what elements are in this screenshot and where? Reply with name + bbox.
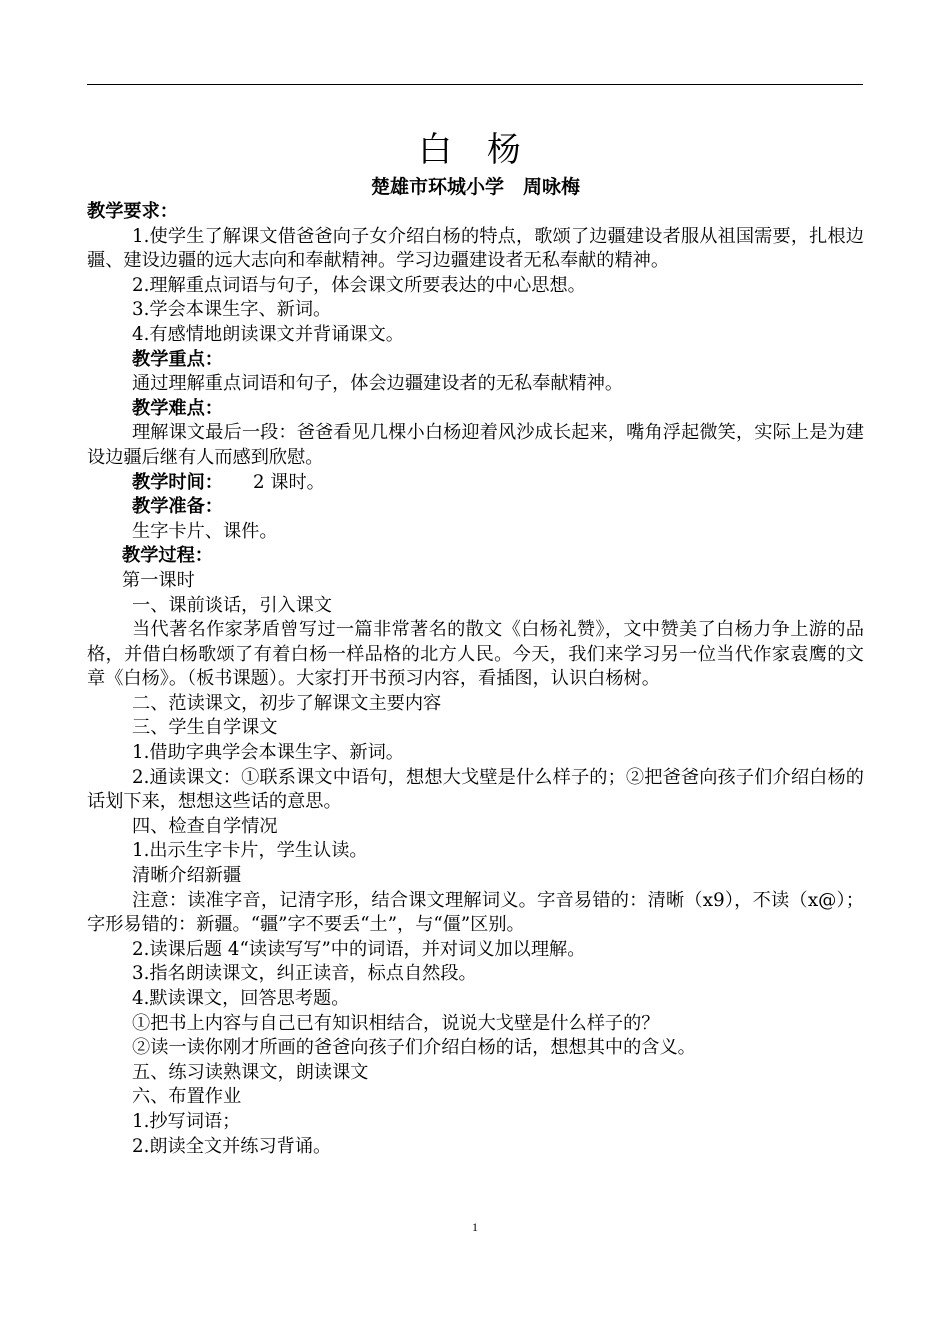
teaching-time-value: 2 课时。 xyxy=(252,471,325,493)
teaching-time-heading: 教学时间： xyxy=(132,471,223,493)
section-4-question-1: ①把书上内容与自己已有知识相结合，说说大戈壁是什么样子的？ xyxy=(132,1012,660,1034)
section-1-text: 当代著名作家茅盾曾写过一篇非常著名的散文《白杨礼赞》，文中赞美了白杨力争上游的品格，并借白杨歌颂了有着白杨一样品格的北方人民。今天，我们来学习另一位当代作家袁鹰的文章《白杨》。（板书课题）。大家打开书预习内容，看插图，认识白杨树。 xyxy=(87,619,864,690)
requirement-1: 1.使学生了解课文借爸爸向子女介绍白杨的特点，歌颂了边疆建设者服从祖国需要，扎根边疆、建设边疆的远大志向和奉献精神。学习边疆建设者无私奉献的精神。 xyxy=(87,225,864,272)
header-rule xyxy=(87,84,863,85)
teaching-time xyxy=(87,471,864,496)
requirement-2: 2.理解重点词语与句子，体会课文所要表达的中心思想。 xyxy=(132,274,586,296)
page-title: 白 杨 xyxy=(418,130,533,170)
section-6-item-1: 1.抄写词语； xyxy=(132,1110,241,1132)
key-points-heading: 教学重点： xyxy=(132,348,223,370)
section-4-item-4: 4.默读课文，回答思考题。 xyxy=(132,988,350,1009)
section-5-heading: 五、练习读熟课文，朗读课文 xyxy=(132,1061,369,1083)
section-4-heading: 四、检查自学情况 xyxy=(132,815,278,837)
section-6-heading: 六、布置作业 xyxy=(132,1086,242,1108)
section-4-item-2: 2.读课后题 4“读读写写”中的词语，并对词义加以理解。 xyxy=(132,938,586,960)
requirements-heading: 教学要求： xyxy=(87,201,178,222)
preparation-text: 生字卡片、课件。 xyxy=(132,520,278,542)
difficulty-heading: 教学难点： xyxy=(132,397,223,419)
section-4-words: 清晰介绍新疆 xyxy=(132,865,242,887)
section-1-heading: 一、课前谈话，引入课文 xyxy=(132,594,333,616)
section-3-item-2: 2.通读课文：①联系课文中语句，想想大戈壁是什么样子的；②把爸爸向孩子们介绍白杨的话划下来，想想这些话的意思。 xyxy=(87,766,864,813)
section-4-item-1: 1.出示生字卡片，学生认读。 xyxy=(132,840,368,862)
section-2-heading: 二、范读课文，初步了解课文主要内容 xyxy=(132,692,442,714)
section-4-item-3: 3.指名朗读课文，纠正读音，标点自然段。 xyxy=(132,963,477,985)
key-points-text: 通过理解重点词语和句子，体会边疆建设者的无私奉献精神。 xyxy=(132,373,624,395)
section-3-item-1: 1.借助字典学会本课生字、新词。 xyxy=(132,742,404,764)
preparation-heading: 教学准备： xyxy=(132,496,223,518)
section-4-note: 注意：读准字音，记清字形，结合课文理解词义。字音易错的：清晰（x9），不读（x@）；字形易错的：新疆。“疆”字不要丢“土”，与“僵”区别。 xyxy=(87,889,864,936)
section-3-heading: 三、学生自学课文 xyxy=(132,717,278,739)
difficulty-text: 理解课文最后一段：爸爸看见几棵小白杨迎着风沙成长起来，嘴角浮起微笑，实际上是为建设边疆后继有人而感到欣慰。 xyxy=(87,422,864,468)
requirement-4: 4.有感情地朗读课文并背诵课文。 xyxy=(132,323,404,345)
section-6-item-2: 2.朗读全文并练习背诵。 xyxy=(132,1135,332,1157)
requirement-3: 3.学会本课生字、新词。 xyxy=(132,299,332,321)
section-4-question-2: ②读一读你刚才所画的爸爸向孩子们介绍白杨的话，想想其中的含义。 xyxy=(132,1037,696,1059)
lesson-one-label: 第一课时 xyxy=(122,569,195,591)
page-number: 1 xyxy=(472,1220,478,1234)
author-line: 楚雄市环城小学 周咏梅 xyxy=(370,176,580,198)
process-heading: 教学过程： xyxy=(122,545,213,567)
document-body xyxy=(87,124,864,1159)
